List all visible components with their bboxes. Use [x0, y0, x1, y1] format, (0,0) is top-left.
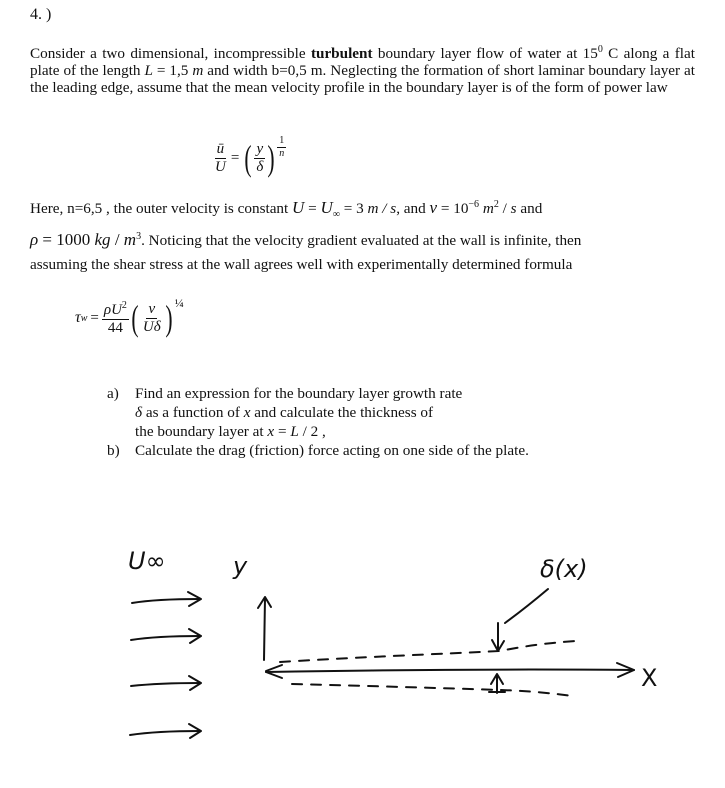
inflow-arrow-2	[131, 629, 201, 643]
exponent-3: 3	[136, 231, 142, 242]
params-text: Here, n=6,5 , the outer velocity is constant	[30, 200, 293, 217]
exponent-2: 2	[121, 299, 127, 311]
var-nu: ν	[429, 198, 438, 217]
problem-number: 4. )	[30, 6, 52, 23]
question-a-label: a)	[107, 385, 119, 402]
delta-arrow-upper	[492, 589, 548, 651]
equals-sign: =	[230, 149, 240, 166]
nu-symbol: ν	[148, 300, 156, 317]
params-text: . Noticing that the velocity gradient evaluated at the wall is infinite, then	[141, 232, 582, 249]
mean-velocity-symbol: ū	[216, 140, 225, 157]
intro-text-4: = 1,5	[152, 62, 193, 79]
left-paren: (	[131, 298, 139, 338]
unit-m-per-s: m / s	[367, 200, 397, 217]
question-b-label: b)	[107, 442, 120, 459]
x-symbol: x	[267, 423, 275, 440]
unit-kg: kg	[94, 230, 111, 249]
question-text: and calculate the thickness of	[250, 404, 434, 421]
delta-symbol: δ	[256, 158, 264, 175]
infinity-subscript: ∞	[332, 209, 340, 220]
tau-symbol: τ	[75, 309, 81, 326]
boundary-layer-edge-upper	[280, 641, 575, 662]
exponent-denominator: n	[279, 148, 285, 159]
L-symbol: L	[290, 423, 299, 440]
plate-x-axis	[266, 663, 634, 678]
unit-m: m	[192, 62, 204, 79]
intro-text-2: boundary layer flow of water at 15	[372, 45, 598, 62]
intro-text-1: Consider a two dimensional, incompressible	[30, 45, 311, 62]
degree-superscript: 0	[597, 44, 603, 55]
unit-s: s	[510, 200, 517, 217]
right-paren: )	[267, 138, 275, 178]
inflow-arrow-4	[130, 724, 201, 738]
params-text: and	[516, 200, 543, 217]
params-text: =	[304, 200, 321, 217]
params-text: /	[110, 230, 124, 249]
equals-sign: =	[90, 309, 99, 326]
params-line-3: assuming the shear stress at the wall agrees well with experimentally determined formula	[30, 256, 573, 273]
exponent-neg6: −6	[468, 199, 480, 210]
params-text: /	[498, 200, 511, 217]
question-b-text: Calculate the drag (friction) force acting on one side of the plate.	[135, 442, 529, 459]
question-text: / 2 ,	[298, 423, 326, 440]
unit-m: m	[123, 230, 137, 249]
right-paren: )	[165, 298, 173, 338]
question-text: =	[274, 423, 291, 440]
intro-text-3: C along a flat plate of the length	[30, 45, 695, 79]
var-U-inf: U	[320, 198, 333, 217]
intro-text-5: and width b=0,5 m. Neglecting the formation of short laminar boundary layer at the leading edge, assume that the mean velocity profile in the boundary layer is of the form of power law	[30, 62, 695, 96]
params-text: = 3	[339, 200, 368, 217]
question-a-line-1: Find an expression for the boundary layer growth rate	[135, 385, 463, 402]
y-axis-arrow	[258, 597, 271, 660]
question-text: the boundary layer at	[135, 423, 268, 440]
exponent-numerator: 1	[279, 135, 285, 146]
x-axis-label: X	[641, 664, 658, 692]
params-text: = 1000	[38, 230, 95, 249]
denominator-44: 44	[107, 319, 123, 336]
w-subscript: w	[80, 312, 88, 324]
params-text: , and	[396, 200, 430, 217]
u-infinity-label: U∞	[128, 547, 166, 575]
y-axis-label: y	[233, 552, 248, 580]
U-delta: Uδ	[142, 318, 161, 335]
y-symbol: y	[256, 140, 264, 157]
var-U: U	[292, 198, 305, 217]
boundary-layer-edge-lower	[292, 684, 572, 696]
rho-U: ρU	[103, 301, 122, 318]
delta-symbol: δ	[135, 404, 143, 421]
var-rho: ρ	[30, 230, 39, 249]
left-paren: (	[244, 138, 252, 178]
intro-bold-turbulent: turbulent	[310, 45, 373, 62]
x-symbol: x	[243, 404, 251, 421]
exponent-quarter: ¼	[174, 296, 184, 310]
delta-x-label: δ(x)	[540, 555, 588, 583]
var-L: L	[144, 62, 153, 79]
question-text: as a function of	[142, 404, 244, 421]
inflow-arrow-3	[131, 676, 201, 690]
exponent-2: 2	[493, 199, 499, 210]
unit-m: m	[482, 200, 494, 217]
inflow-arrow-1	[132, 592, 201, 606]
outer-velocity-symbol: U	[215, 158, 226, 175]
params-text: = 10	[437, 200, 469, 217]
